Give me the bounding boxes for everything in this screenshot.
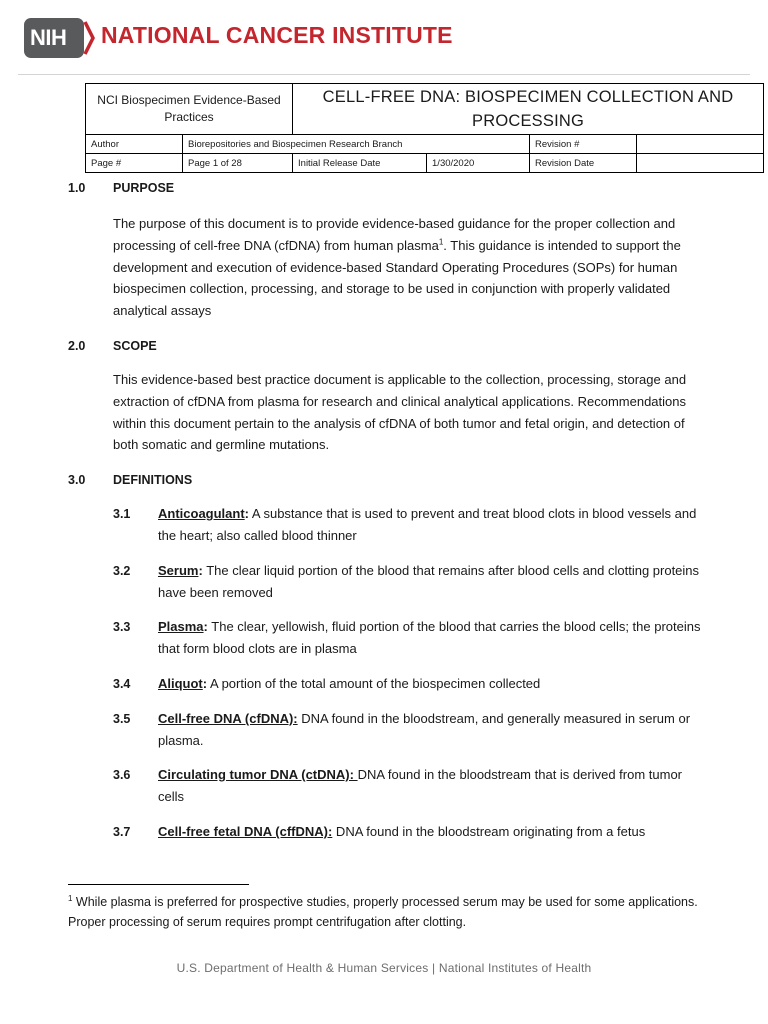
definition-term: Cell-free fetal DNA (cffDNA): bbox=[158, 824, 333, 839]
author-value: Biorepositories and Biospecimen Research Branch bbox=[183, 135, 530, 154]
section-number: 1.0 bbox=[68, 181, 86, 195]
release-date-value: 1/30/2020 bbox=[427, 154, 530, 173]
section-number: 2.0 bbox=[68, 339, 86, 353]
definition-number: 3.2 bbox=[113, 564, 131, 578]
definition-item bbox=[158, 616, 710, 660]
scope-paragraph: This evidence-based best practice document is applicable to the collection, processing, storage and extraction of cfDNA from plasma for research and clinical analytical applications. Recommendations within this document pertain to the analysis of cfDNA of both tumor and fetal origin, and detection of both somatic and germline mutations. bbox=[113, 372, 687, 453]
revision-date-value bbox=[637, 154, 764, 173]
definition-item bbox=[158, 821, 710, 843]
definition-item bbox=[158, 673, 710, 695]
definition-term: Plasma bbox=[158, 619, 204, 634]
purpose-text-start: The purpose of this document is to provide evidence-based guidance for the proper collection and processing of cell-free DNA (cfDNA) from human plasma bbox=[113, 216, 676, 253]
definition-term: Aliquot bbox=[158, 676, 203, 691]
chevron-right-icon bbox=[82, 18, 96, 58]
revision-value bbox=[637, 135, 764, 154]
nih-logo: NIH bbox=[24, 18, 84, 58]
footnote bbox=[68, 893, 708, 932]
definition-number: 3.5 bbox=[113, 712, 131, 726]
release-date-label: Initial Release Date bbox=[293, 154, 427, 173]
definition-term: Serum bbox=[158, 563, 199, 578]
definition-separator: : bbox=[198, 563, 203, 578]
footnote-marker: 1 bbox=[68, 893, 73, 903]
definition-item bbox=[158, 708, 710, 752]
definition-item bbox=[158, 503, 710, 547]
section-title-definitions: DEFINITIONS bbox=[113, 473, 193, 487]
footnote-divider bbox=[68, 884, 249, 885]
page-value: Page 1 of 28 bbox=[183, 154, 293, 173]
definition-text: The clear liquid portion of the blood that remains after blood cells and clotting proteins have been removed bbox=[158, 563, 700, 600]
definition-text: DNA found in the bloodstream that is derived from tumor cells bbox=[158, 767, 683, 804]
definition-text: DNA found in the bloodstream, and generally measured in serum or plasma. bbox=[158, 711, 691, 748]
definition-term: Circulating tumor DNA (ctDNA): bbox=[158, 767, 358, 782]
revision-label: Revision # bbox=[530, 135, 637, 154]
section-title-purpose: PURPOSE bbox=[113, 181, 175, 195]
page-label: Page # bbox=[86, 154, 183, 173]
definition-separator: : bbox=[203, 619, 208, 634]
definition-term: Anticoagulant bbox=[158, 506, 245, 521]
author-label: Author bbox=[86, 135, 183, 154]
definition-text: The clear, yellowish, fluid portion of the blood that carries the blood cells; the proteins that form blood clots are in plasma bbox=[158, 619, 701, 656]
definition-text: A portion of the total amount of the biospecimen collected bbox=[207, 676, 541, 691]
definition-number: 3.1 bbox=[113, 507, 131, 521]
definition-number: 3.3 bbox=[113, 620, 131, 634]
purpose-paragraph bbox=[113, 213, 703, 322]
section-number: 3.0 bbox=[68, 473, 86, 487]
document-title: CELL-FREE DNA: BIOSPECIMEN COLLECTION AND PROCESSING bbox=[293, 84, 764, 135]
definition-separator: : bbox=[202, 676, 208, 691]
practices-label: NCI Biospecimen Evidence-Based Practices bbox=[86, 84, 293, 135]
page-footer: U.S. Department of Health & Human Services | National Institutes of Health bbox=[176, 961, 592, 975]
definition-text: DNA found in the bloodstream originating from a fetus bbox=[332, 824, 646, 839]
definition-separator: : bbox=[244, 506, 250, 521]
definition-text: A substance that is used to prevent and treat blood clots in blood vessels and the heart; also called blood thinner bbox=[158, 506, 697, 543]
footnote-text: While plasma is preferred for prospective studies, properly processed serum may be used for some applications. Proper processing of serum requires prompt centrifugation after clotting. bbox=[68, 895, 698, 929]
definition-term: Cell-free DNA (cfDNA): bbox=[158, 711, 298, 726]
document-info-table bbox=[85, 83, 764, 173]
footnote-reference[interactable]: 1 bbox=[438, 237, 444, 247]
section-title-scope: SCOPE bbox=[113, 339, 157, 353]
definition-number: 3.4 bbox=[113, 677, 131, 691]
header-divider bbox=[18, 74, 750, 75]
revision-date-label: Revision Date bbox=[530, 154, 637, 173]
definition-item bbox=[158, 560, 710, 604]
definition-number: 3.6 bbox=[113, 768, 131, 782]
definition-item bbox=[158, 764, 710, 808]
purpose-text-end: . This guidance is intended to support the development and execution of evidence-based Standard Operating Procedures (SOPs) for human biospecimen collection, processing, and storage to be used in conjunction with properly validated analytical assays bbox=[113, 237, 681, 319]
institute-name: NATIONAL CANCER INSTITUTE bbox=[101, 22, 453, 48]
definition-number: 3.7 bbox=[113, 825, 131, 839]
